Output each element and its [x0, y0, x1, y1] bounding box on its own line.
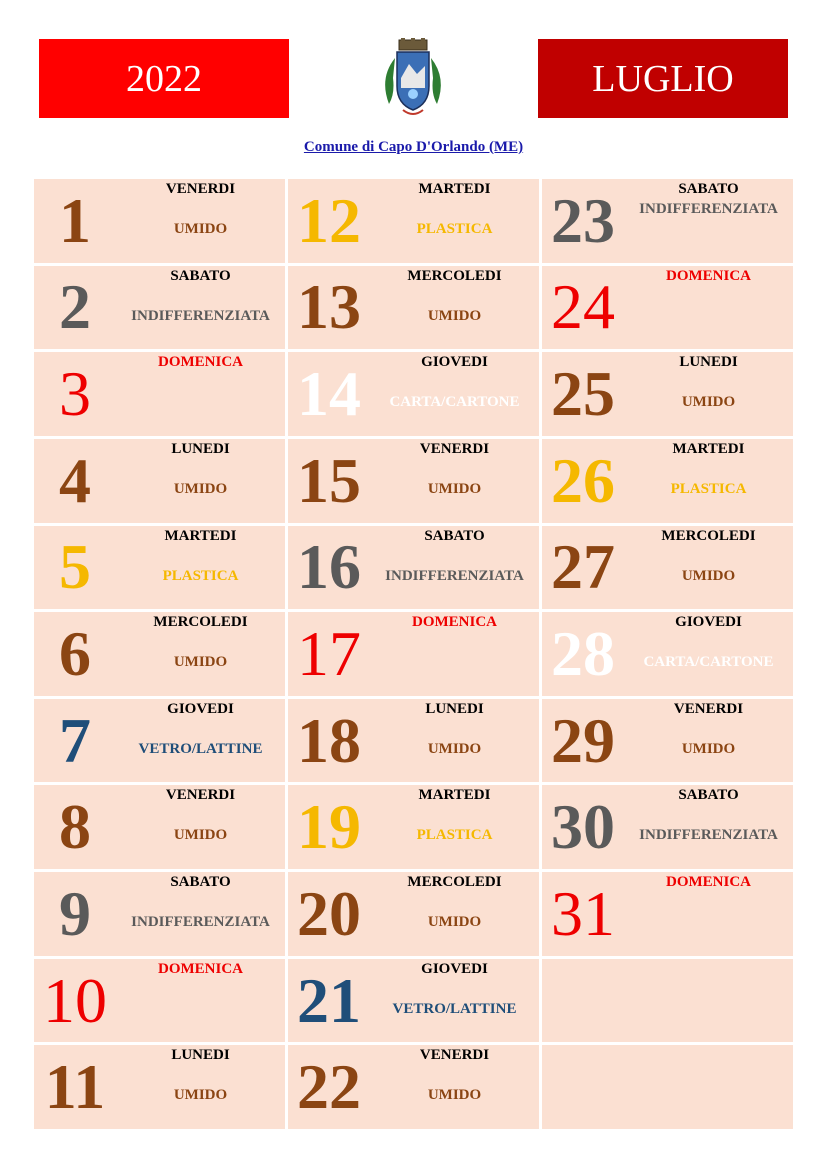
empty-cell — [542, 959, 793, 1043]
day-cell — [542, 699, 793, 783]
day-cell — [542, 352, 793, 436]
day-cell — [34, 612, 285, 696]
weekday-label: DOMENICA — [412, 614, 497, 631]
weekday-label: GIOVEDI — [421, 354, 488, 371]
waste-type-label: VETRO/LATTINE — [138, 740, 263, 757]
year-label: 2022 — [126, 57, 202, 100]
weekday-label: GIOVEDI — [421, 960, 488, 977]
day-cell — [34, 699, 285, 783]
day-number: 21 — [297, 964, 361, 1036]
day-cell — [34, 439, 285, 523]
day-cell — [34, 526, 285, 610]
day-cell — [288, 785, 539, 869]
day-cell — [34, 959, 285, 1043]
day-cell — [288, 179, 539, 263]
day-number: 4 — [59, 444, 91, 516]
waste-type-label: UMIDO — [681, 740, 736, 757]
day-cell — [34, 872, 285, 956]
month-banner — [538, 39, 788, 118]
day-cell — [288, 439, 539, 523]
day-number: 9 — [59, 877, 91, 949]
day-cell — [542, 179, 793, 263]
waste-type-label: PLASTICA — [162, 567, 239, 584]
weekday-label: MERCOLEDI — [153, 614, 248, 631]
weekday-label: VENERDI — [673, 700, 744, 717]
weekday-label: LUNEDI — [171, 440, 230, 457]
day-cell — [34, 785, 285, 869]
waste-type-label: INDIFFERENZIATA — [639, 201, 778, 217]
waste-type-label: UMIDO — [681, 567, 736, 584]
waste-type-label: INDIFFERENZIATA — [131, 914, 270, 931]
waste-type-label: UMIDO — [173, 221, 228, 237]
weekday-label: LUNEDI — [171, 1047, 230, 1064]
weekday-label: MARTEDI — [164, 527, 237, 544]
day-number: 15 — [297, 444, 361, 516]
day-cell — [288, 699, 539, 783]
waste-type-label: UMIDO — [173, 1087, 228, 1104]
weekday-label: VENERDI — [419, 1047, 490, 1064]
waste-type-label: CARTA/CARTONE — [389, 394, 520, 411]
day-cell — [34, 266, 285, 350]
day-number: 14 — [297, 358, 361, 430]
waste-type-label: UMIDO — [427, 1087, 482, 1104]
waste-type-label: UMIDO — [427, 480, 482, 497]
weekday-label: DOMENICA — [158, 960, 243, 977]
weekday-label: MARTEDI — [418, 181, 491, 197]
weekday-label: MARTEDI — [672, 440, 745, 457]
weekday-label: LUNEDI — [679, 354, 738, 371]
day-number: 3 — [59, 358, 91, 430]
day-cell — [542, 785, 793, 869]
coat-of-arms-icon — [375, 38, 451, 120]
day-number: 28 — [551, 617, 615, 689]
day-number: 26 — [551, 444, 615, 516]
day-number: 5 — [59, 531, 91, 603]
comune-link[interactable]: Comune di Capo D'Orlando (ME) — [303, 139, 524, 155]
day-number: 27 — [551, 531, 615, 603]
day-number: 31 — [551, 877, 615, 949]
weekday-label: VENERDI — [419, 440, 490, 457]
day-cell — [542, 872, 793, 956]
day-number: 16 — [297, 531, 361, 603]
waste-type-label: VETRO/LATTINE — [392, 1000, 517, 1017]
day-cell — [34, 1045, 285, 1129]
waste-type-label: UMIDO — [173, 654, 228, 671]
weekday-label: DOMENICA — [158, 354, 243, 371]
day-cell — [288, 959, 539, 1043]
weekday-label: VENERDI — [165, 787, 236, 804]
weekday-label: SABATO — [678, 787, 739, 804]
waste-type-label: UMIDO — [427, 914, 482, 931]
day-cell — [288, 352, 539, 436]
waste-type-label: UMIDO — [173, 827, 228, 844]
waste-type-label: PLASTICA — [670, 480, 747, 497]
waste-type-label: INDIFFERENZIATA — [639, 827, 778, 844]
day-cell — [542, 439, 793, 523]
day-number: 30 — [551, 791, 615, 863]
weekday-label: MERCOLEDI — [407, 874, 502, 891]
day-number: 29 — [551, 704, 615, 776]
waste-type-label: INDIFFERENZIATA — [385, 567, 524, 584]
waste-type-label: UMIDO — [173, 480, 228, 497]
waste-type-label: CARTA/CARTONE — [643, 654, 774, 671]
day-number: 1 — [59, 184, 91, 256]
waste-type-label: UMIDO — [427, 307, 482, 324]
day-number: 19 — [297, 791, 361, 863]
weekday-label: VENERDI — [165, 181, 236, 197]
day-cell — [288, 526, 539, 610]
waste-type-label: PLASTICA — [416, 827, 493, 844]
day-number: 18 — [297, 704, 361, 776]
day-number: 25 — [551, 358, 615, 430]
day-number: 17 — [297, 617, 361, 689]
year-banner — [39, 39, 289, 118]
waste-type-label: UMIDO — [681, 394, 736, 411]
weekday-label: GIOVEDI — [675, 614, 742, 631]
day-cell — [288, 872, 539, 956]
day-cell — [542, 266, 793, 350]
day-number: 13 — [297, 271, 361, 343]
day-number: 7 — [59, 704, 91, 776]
weekday-label: DOMENICA — [666, 874, 751, 891]
day-number: 20 — [297, 877, 361, 949]
month-label: LUGLIO — [592, 57, 734, 100]
day-cell — [288, 266, 539, 350]
empty-cell — [542, 1045, 793, 1129]
waste-type-label: PLASTICA — [416, 221, 493, 237]
day-cell — [542, 612, 793, 696]
calendar-grid — [34, 179, 793, 1129]
day-number: 22 — [297, 1051, 361, 1123]
weekday-label: MARTEDI — [418, 787, 491, 804]
day-cell — [288, 612, 539, 696]
day-number: 11 — [44, 1051, 106, 1123]
weekday-label: MERCOLEDI — [661, 527, 756, 544]
day-number: 6 — [59, 617, 91, 689]
weekday-label: GIOVEDI — [167, 700, 234, 717]
waste-type-label: INDIFFERENZIATA — [131, 307, 270, 324]
day-cell — [288, 1045, 539, 1129]
weekday-label: SABATO — [424, 527, 485, 544]
day-number: 24 — [551, 271, 615, 343]
weekday-label: SABATO — [678, 181, 739, 197]
day-number: 2 — [59, 271, 91, 343]
weekday-label: SABATO — [170, 874, 231, 891]
day-cell — [542, 526, 793, 610]
day-number: 12 — [297, 184, 361, 256]
weekday-label: MERCOLEDI — [407, 267, 502, 284]
weekday-label: DOMENICA — [666, 267, 751, 284]
day-cell — [34, 179, 285, 263]
day-number: 23 — [551, 184, 615, 256]
day-number: 8 — [59, 791, 91, 863]
day-cell — [34, 352, 285, 436]
day-number: 10 — [43, 964, 107, 1036]
waste-type-label: UMIDO — [427, 740, 482, 757]
weekday-label: SABATO — [170, 267, 231, 284]
weekday-label: LUNEDI — [425, 700, 484, 717]
